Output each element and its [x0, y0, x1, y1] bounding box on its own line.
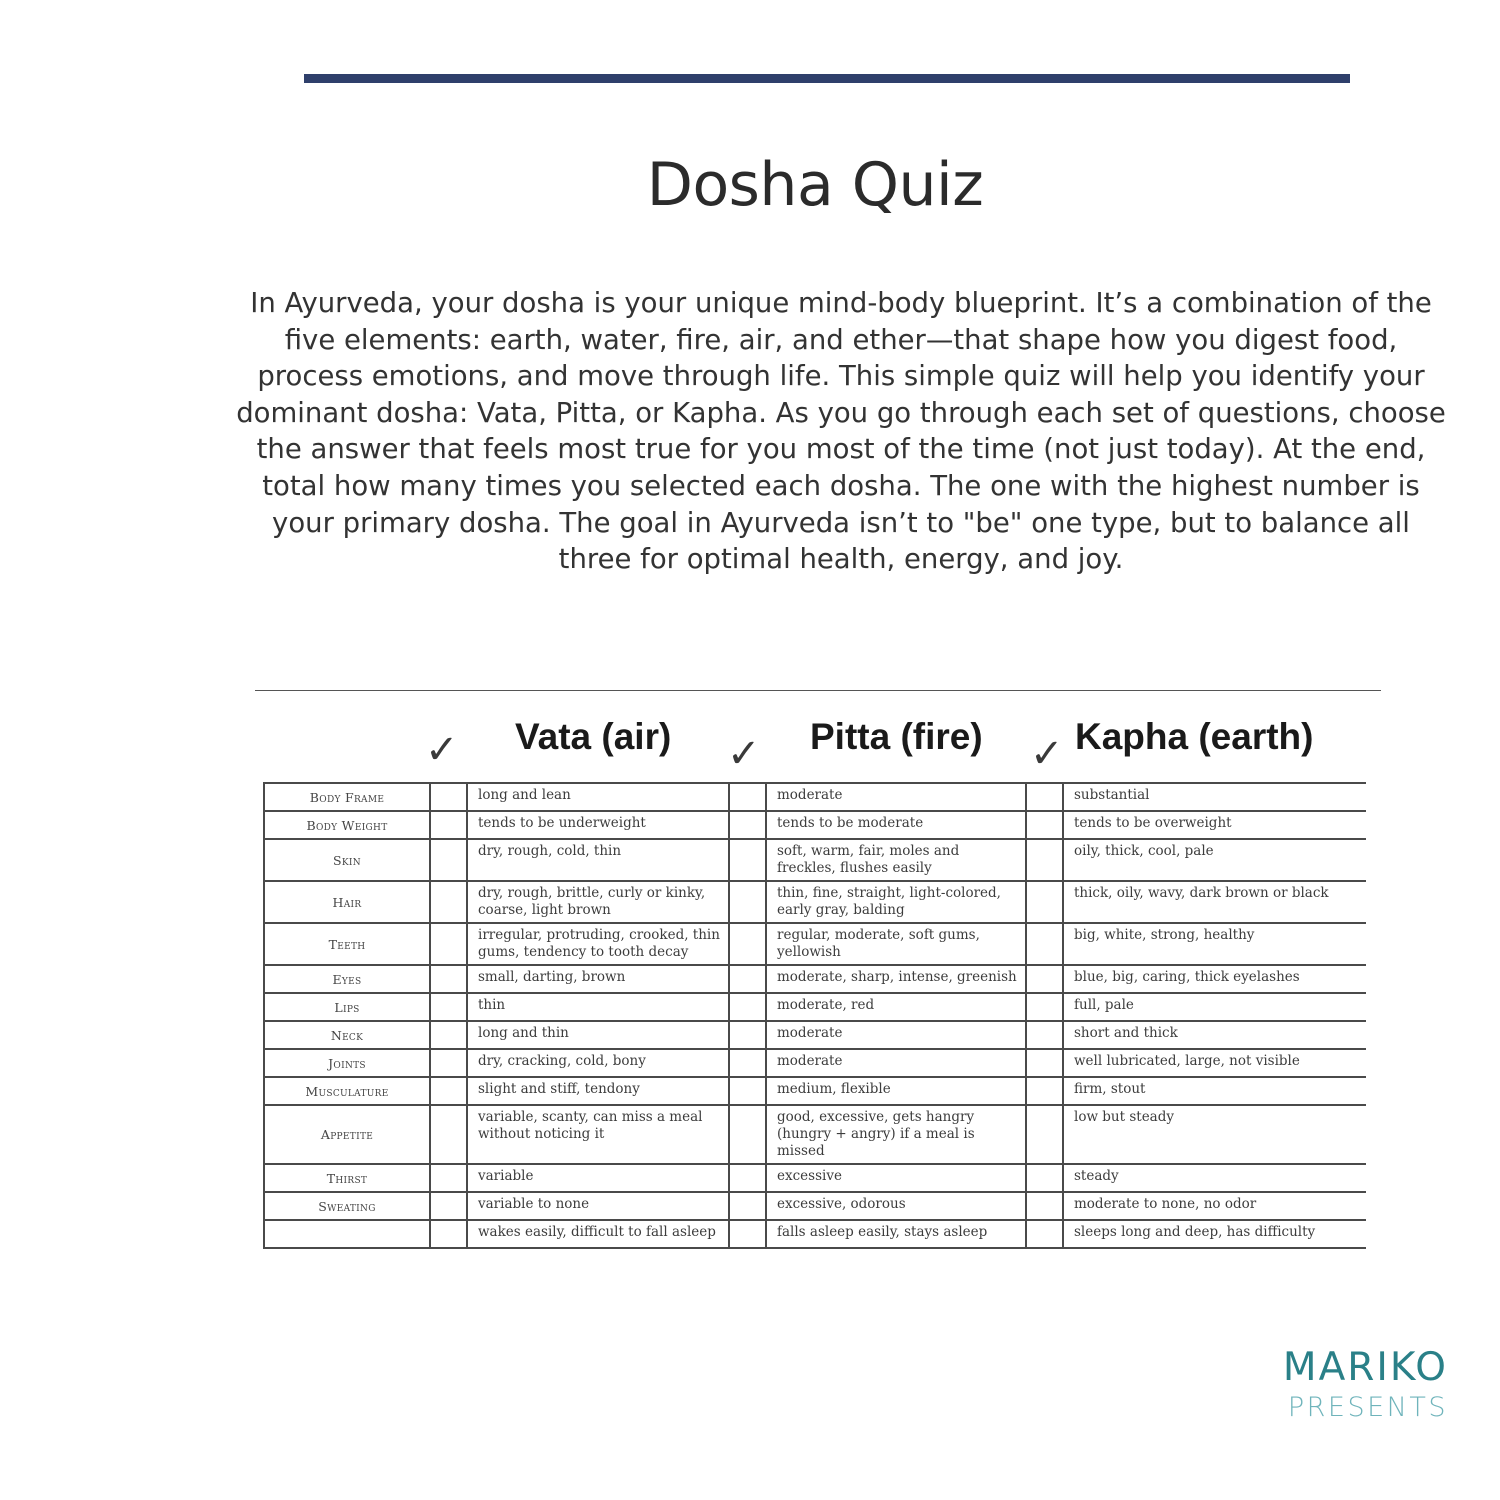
kapha-checkbox-cell[interactable] — [1026, 1192, 1063, 1220]
intro-paragraph: In Ayurveda, your dosha is your unique mind-body blueprint. It’s a combination of the five elements: earth, water, fire, air, and ether—that shape how you digest food, process emotions, and move through life. This simple quiz will help you identify your dominant dosha: Vata, Pitta, or Kapha. As you go through each set of questions, choose the answer that feels most true for you most of the time (not just today). At the end, total how many times you selected each dosha. The one with the highest number is your primary dosha. The goal in Ayurveda isn’t to "be" one type, but to balance all three for optimal health, energy, and joy. — [236, 287, 1446, 576]
kapha-checkbox-cell[interactable] — [1026, 839, 1063, 881]
section-divider — [255, 690, 1381, 691]
pitta-checkbox-cell[interactable] — [729, 965, 766, 993]
vata-answer-cell: tends to be underweight — [467, 811, 729, 839]
vata-answer-cell: small, darting, brown — [467, 965, 729, 993]
row-label: Thirst — [264, 1164, 430, 1192]
kapha-checkbox-cell[interactable] — [1026, 811, 1063, 839]
kapha-answer-cell: moderate to none, no odor — [1063, 1192, 1366, 1220]
kapha-answer-cell: full, pale — [1063, 993, 1366, 1021]
top-rule — [304, 74, 1350, 83]
table-row — [264, 811, 1366, 839]
vata-answer-cell: long and thin — [467, 1021, 729, 1049]
vata-checkbox-cell[interactable] — [430, 1220, 467, 1248]
pitta-checkbox-cell[interactable] — [729, 993, 766, 1021]
kapha-checkbox-cell[interactable] — [1026, 965, 1063, 993]
vata-checkbox-cell[interactable] — [430, 965, 467, 993]
vata-answer-cell: variable, scanty, can miss a meal without noticing it — [467, 1105, 729, 1164]
pitta-checkbox-cell[interactable] — [729, 1049, 766, 1077]
table-row — [264, 1021, 1366, 1049]
row-label: Appetite — [264, 1105, 430, 1164]
pitta-answer-cell: good, excessive, gets hangry (hungry + angry) if a meal is missed — [766, 1105, 1026, 1164]
vata-checkbox-cell[interactable] — [430, 1021, 467, 1049]
table-row — [264, 1049, 1366, 1077]
kapha-answer-cell: thick, oily, wavy, dark brown or black — [1063, 881, 1366, 923]
pitta-answer-cell: medium, flexible — [766, 1077, 1026, 1105]
kapha-answer-cell: short and thick — [1063, 1021, 1366, 1049]
brand-logo-line1: MARIKO — [1282, 1345, 1448, 1390]
row-label — [264, 1220, 430, 1248]
pitta-answer-cell: moderate — [766, 1021, 1026, 1049]
table-row — [264, 839, 1366, 881]
pitta-answer-cell: moderate — [766, 783, 1026, 811]
table-row — [264, 993, 1366, 1021]
pitta-checkbox-cell[interactable] — [729, 1164, 766, 1192]
vata-answer-cell: irregular, protruding, crooked, thin gums, tendency to tooth decay — [467, 923, 729, 965]
pitta-checkbox-cell[interactable] — [729, 1077, 766, 1105]
pitta-checkbox-cell[interactable] — [729, 881, 766, 923]
kapha-checkbox-cell[interactable] — [1026, 783, 1063, 811]
vata-checkbox-cell[interactable] — [430, 839, 467, 881]
vata-answer-cell: wakes easily, difficult to fall asleep — [467, 1220, 729, 1248]
vata-checkbox-cell[interactable] — [430, 923, 467, 965]
table-row — [264, 1220, 1366, 1248]
pitta-checkbox-cell[interactable] — [729, 1192, 766, 1220]
pitta-checkbox-cell[interactable] — [729, 811, 766, 839]
table-row — [264, 923, 1366, 965]
vata-checkbox-cell[interactable] — [430, 811, 467, 839]
row-label: Neck — [264, 1021, 430, 1049]
row-label: Sweating — [264, 1192, 430, 1220]
table-row — [264, 783, 1366, 811]
pitta-checkbox-cell[interactable] — [729, 1220, 766, 1248]
kapha-checkbox-cell[interactable] — [1026, 1164, 1063, 1192]
pitta-answer-cell: moderate — [766, 1049, 1026, 1077]
vata-answer-cell: dry, cracking, cold, bony — [467, 1049, 729, 1077]
kapha-answer-cell: steady — [1063, 1164, 1366, 1192]
pitta-checkbox-cell[interactable] — [729, 1105, 766, 1164]
kapha-checkbox-cell[interactable] — [1026, 923, 1063, 965]
kapha-checkbox-cell[interactable] — [1026, 1077, 1063, 1105]
kapha-answer-cell: big, white, strong, healthy — [1063, 923, 1366, 965]
dosha-table — [263, 782, 1366, 1249]
pitta-answer-cell: moderate, red — [766, 993, 1026, 1021]
pitta-answer-cell: excessive — [766, 1164, 1026, 1192]
kapha-column-heading: Kapha (earth) — [1075, 716, 1314, 757]
row-label: Body Frame — [264, 783, 430, 811]
vata-check-icon: ✓ — [425, 727, 459, 773]
table-row — [264, 1105, 1366, 1164]
table-row — [264, 881, 1366, 923]
pitta-answer-cell: falls asleep easily, stays asleep — [766, 1220, 1026, 1248]
vata-checkbox-cell[interactable] — [430, 783, 467, 811]
pitta-checkbox-cell[interactable] — [729, 1021, 766, 1049]
row-label: Body Weight — [264, 811, 430, 839]
vata-checkbox-cell[interactable] — [430, 1164, 467, 1192]
kapha-answer-cell: firm, stout — [1063, 1077, 1366, 1105]
row-label: Musculature — [264, 1077, 430, 1105]
vata-answer-cell: dry, rough, cold, thin — [467, 839, 729, 881]
row-label: Eyes — [264, 965, 430, 993]
pitta-answer-cell: regular, moderate, soft gums, yellowish — [766, 923, 1026, 965]
vata-answer-cell: long and lean — [467, 783, 729, 811]
vata-answer-cell: thin — [467, 993, 729, 1021]
kapha-checkbox-cell[interactable] — [1026, 1021, 1063, 1049]
kapha-checkbox-cell[interactable] — [1026, 1049, 1063, 1077]
vata-column-heading: Vata (air) — [515, 716, 672, 757]
kapha-checkbox-cell[interactable] — [1026, 1220, 1063, 1248]
row-label: Hair — [264, 881, 430, 923]
table-row — [264, 1192, 1366, 1220]
pitta-answer-cell: tends to be moderate — [766, 811, 1026, 839]
pitta-answer-cell: thin, fine, straight, light-colored, early gray, balding — [766, 881, 1026, 923]
pitta-answer-cell: excessive, odorous — [766, 1192, 1026, 1220]
vata-answer-cell: variable to none — [467, 1192, 729, 1220]
kapha-answer-cell: sleeps long and deep, has difficulty — [1063, 1220, 1366, 1248]
table-row — [264, 1164, 1366, 1192]
kapha-answer-cell: blue, big, caring, thick eyelashes — [1063, 965, 1366, 993]
kapha-checkbox-cell[interactable] — [1026, 1105, 1063, 1164]
vata-checkbox-cell[interactable] — [430, 1105, 467, 1164]
kapha-checkbox-cell[interactable] — [1026, 993, 1063, 1021]
vata-checkbox-cell[interactable] — [430, 881, 467, 923]
pitta-column-heading: Pitta (fire) — [810, 716, 983, 757]
vata-checkbox-cell[interactable] — [430, 1077, 467, 1105]
kapha-answer-cell: oily, thick, cool, pale — [1063, 839, 1366, 881]
page-title: Dosha Quiz — [646, 150, 984, 220]
pitta-answer-cell: moderate, sharp, intense, greenish — [766, 965, 1026, 993]
kapha-answer-cell: well lubricated, large, not visible — [1063, 1049, 1366, 1077]
vata-answer-cell: slight and stiff, tendony — [467, 1077, 729, 1105]
dosha-table-wrapper — [263, 782, 1366, 1253]
kapha-checkbox-cell[interactable] — [1026, 881, 1063, 923]
pitta-check-icon: ✓ — [727, 731, 761, 777]
vata-checkbox-cell[interactable] — [430, 993, 467, 1021]
row-label: Teeth — [264, 923, 430, 965]
kapha-answer-cell: low but steady — [1063, 1105, 1366, 1164]
row-label: Joints — [264, 1049, 430, 1077]
kapha-answer-cell: substantial — [1063, 783, 1366, 811]
row-label: Skin — [264, 839, 430, 881]
pitta-checkbox-cell[interactable] — [729, 839, 766, 881]
kapha-check-icon: ✓ — [1030, 731, 1064, 777]
pitta-checkbox-cell[interactable] — [729, 783, 766, 811]
vata-checkbox-cell[interactable] — [430, 1192, 467, 1220]
vata-answer-cell: dry, rough, brittle, curly or kinky, coarse, light brown — [467, 881, 729, 923]
row-label: Lips — [264, 993, 430, 1021]
pitta-checkbox-cell[interactable] — [729, 923, 766, 965]
table-row — [264, 1077, 1366, 1105]
table-row — [264, 965, 1366, 993]
brand-logo-line2: PRESENTS — [1287, 1392, 1448, 1423]
kapha-answer-cell: tends to be overweight — [1063, 811, 1366, 839]
vata-answer-cell: variable — [467, 1164, 729, 1192]
vata-checkbox-cell[interactable] — [430, 1049, 467, 1077]
pitta-answer-cell: soft, warm, fair, moles and freckles, flushes easily — [766, 839, 1026, 881]
